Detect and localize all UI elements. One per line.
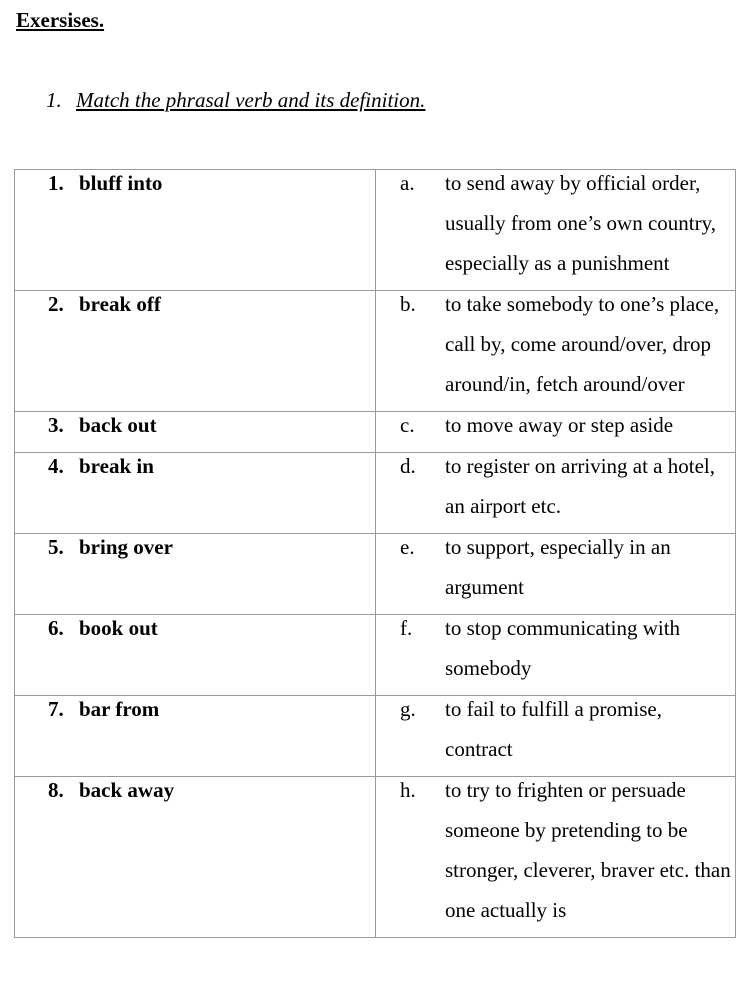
definition-cell: [376, 534, 736, 615]
exercise-instruction: [46, 86, 425, 114]
table-row: [15, 170, 736, 291]
exercise-number: 1.: [46, 88, 62, 112]
definition-letter: d.: [400, 454, 416, 478]
verb-cell: [15, 615, 376, 696]
phrasal-verb: break in: [79, 454, 154, 478]
definition-text: to send away by official order, usually from one’s own country, especially as a punishment: [445, 171, 717, 275]
table-row: [15, 534, 736, 615]
definition-letter: c.: [400, 413, 415, 437]
definition-text: to fail to fulfill a promise, contract: [445, 697, 662, 761]
table-row: [15, 453, 736, 534]
definition-letter: a.: [400, 171, 415, 195]
definition-cell: [376, 170, 736, 291]
verb-number: 4.: [48, 454, 64, 478]
definition-cell: [376, 696, 736, 777]
phrasal-verb: bring over: [79, 535, 173, 559]
verb-number: 7.: [48, 697, 64, 721]
verb-cell: [15, 534, 376, 615]
phrasal-verb: bluff into: [79, 171, 163, 195]
definition-text: to stop communicating with somebody: [445, 616, 681, 680]
verb-number: 8.: [48, 778, 64, 802]
page-heading: Exersises.: [16, 8, 105, 32]
table-row: [15, 696, 736, 777]
definition-letter: b.: [400, 292, 416, 316]
verb-cell: [15, 170, 376, 291]
phrasal-verb: back out: [79, 413, 157, 437]
definition-text: to move away or step aside: [445, 413, 674, 437]
phrasal-verb: bar from: [79, 697, 160, 721]
definition-text: to take somebody to one’s place, call by, come around/over, drop around/in, fetch around/over: [445, 292, 720, 396]
verb-number: 1.: [48, 171, 64, 195]
definition-text: to support, especially in an argument: [445, 535, 671, 599]
definition-cell: [376, 777, 736, 938]
verb-cell: [15, 291, 376, 412]
verb-cell: [15, 696, 376, 777]
verb-number: 5.: [48, 535, 64, 559]
definition-cell: [376, 615, 736, 696]
matching-table: [14, 169, 736, 938]
verb-number: 2.: [48, 292, 64, 316]
phrasal-verb: back away: [79, 778, 175, 802]
definition-text: to register on arriving at a hotel, an airport etc.: [445, 454, 715, 518]
definition-letter: g.: [400, 697, 416, 721]
definition-letter: f.: [400, 616, 413, 640]
verb-cell: [15, 777, 376, 938]
phrasal-verb: book out: [79, 616, 158, 640]
verb-number: 3.: [48, 413, 64, 437]
table-row: [15, 291, 736, 412]
phrasal-verb: break off: [79, 292, 161, 316]
exercise-instruction-text: Match the phrasal verb and its definition.: [76, 88, 426, 112]
definition-text: to try to frighten or persuade someone by pretending to be stronger, cleverer, braver etc. than one actually is: [445, 778, 731, 922]
verb-cell: [15, 453, 376, 534]
definition-cell: [376, 453, 736, 534]
table-row: [15, 615, 736, 696]
definition-letter: h.: [400, 778, 416, 802]
verb-number: 6.: [48, 616, 64, 640]
definition-cell: [376, 291, 736, 412]
table-row: [15, 777, 736, 938]
definition-letter: e.: [400, 535, 415, 559]
